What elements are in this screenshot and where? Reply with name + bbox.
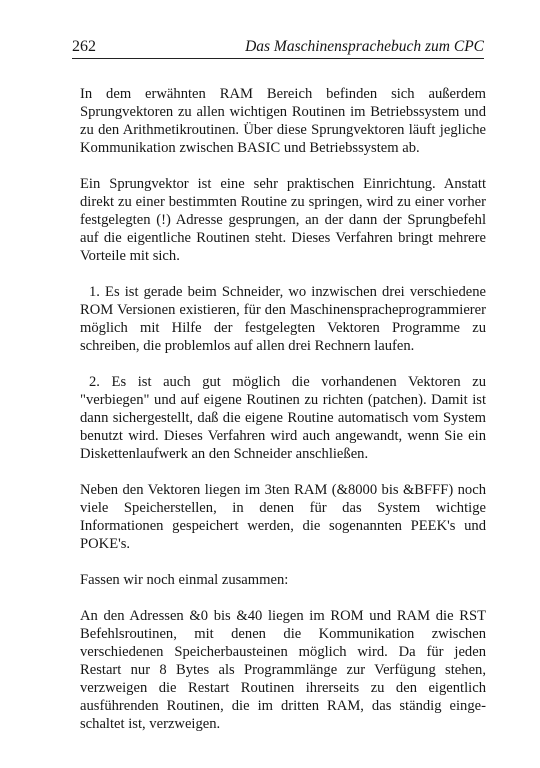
page-header — [72, 38, 484, 59]
paragraph-rst-routines: An den Adressen &0 bis &40 liegen im ROM und RAM die RST Befehlsroutinen, mit denen die Kommunikation zwischen verschiedenen Speicherbausteinen möglich wird. Da für jeden Restart nur 8 Bytes als Programmlänge zur Verfügung stehen, verzweigen die Restart Routinen ihrerseits zu den eigentlich ausführenden Routinen, die im dritten RAM, das ständig eingeschaltet ist, verzweigen. — [80, 608, 486, 732]
paragraph-advantage-2: 2. Es ist auch gut möglich die vorhandenen Vektoren zu "verbiegen" und auf eigene Routinen zu richten (patchen). Damit ist dann sichergestellt, daß die eigene Routine automatisch vom System benutzt wird. Dieses Verfahren wird auch angewandt, wenn Sie ein Diskettenlaufwerk an den Schneider anschließen. — [80, 374, 486, 462]
paragraph-summary-intro: Fassen wir noch einmal zusammen: — [80, 572, 289, 588]
paragraph-peeks-pokes: Neben den Vektoren liegen im 3ten RAM (&8000 bis &BFFF) noch viele Speicherstellen, in denen für das System wichtige Informationen gespeichert werden, die sogenannten PEEK's und POKE's. — [80, 482, 486, 552]
body-text — [80, 85, 486, 733]
running-title: Das Maschinensprachebuch zum CPC — [245, 38, 484, 55]
paragraph-advantage-1: 1. Es ist gerade beim Schneider, wo inzwischen drei verschiedene ROM Versionen existieren, für den Maschinenspracheprogrammierer möglich mit Hilfe der festgelegten Vektoren Programme zu schreiben, die problemlos auf allen drei Rechnern laufen. — [80, 284, 486, 354]
page-number: 262 — [72, 38, 96, 55]
paragraph-jump-vector: Ein Sprungvektor ist eine sehr praktischen Einrichtung. Anstatt direkt zu einer bestimmten Routine zu springen, wird zu einer vorher festgelegten (!) Adresse gesprungen, an der dann der Sprungbefehl auf die eigentliche Routinen steht. Dieses Verfahren bringt mehrere Vorteile mit sich. — [80, 176, 486, 264]
paragraph-ram-vectors: In dem erwähnten RAM Bereich befinden sich außerdem Sprungvektoren zu allen wichtigen Routinen im Betriebssystem und zu den Arithmetikroutinen. Über diese Sprungvektoren läuft jegliche Kommunikation zwischen BASIC und Betriebssystem ab. — [80, 86, 486, 156]
